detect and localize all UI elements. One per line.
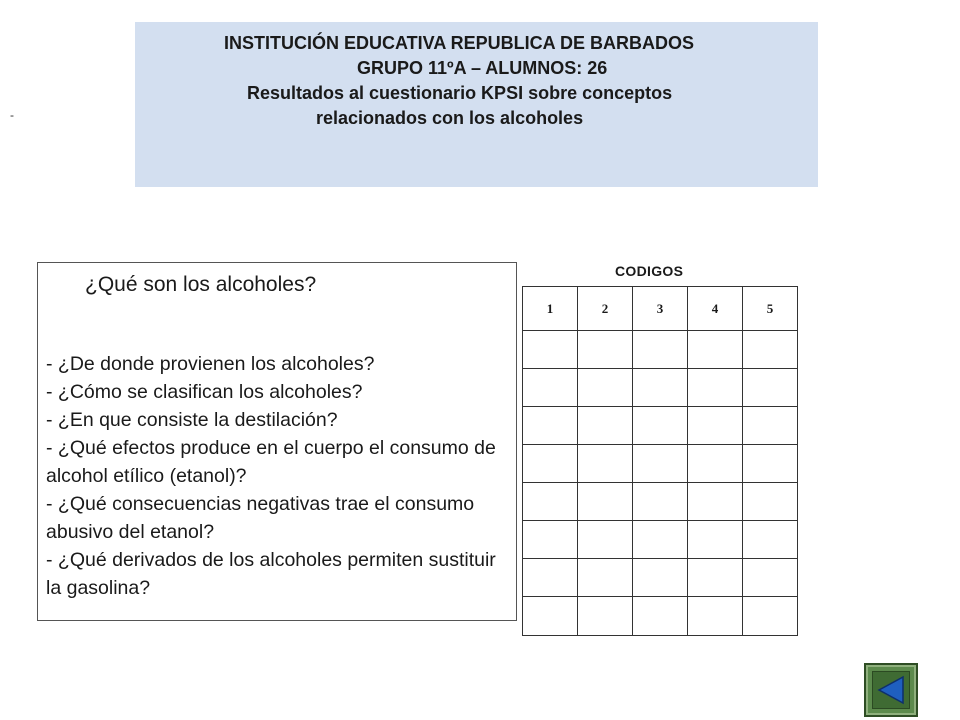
table-cell: [743, 407, 798, 445]
table-cell: [743, 521, 798, 559]
question-item: - ¿Qué consecuencias negativas trae el consumo abusivo del etanol?: [46, 493, 475, 543]
code-column-header: 1: [523, 287, 578, 331]
table-cell: [578, 559, 633, 597]
question-item: - ¿Cómo se clasifican los alcoholes?: [46, 381, 363, 403]
table-cell: [688, 483, 743, 521]
table-cell: [688, 559, 743, 597]
table-cell: [523, 521, 578, 559]
code-column-header: 3: [633, 287, 688, 331]
codes-header-row: [523, 287, 798, 331]
table-cell: [523, 597, 578, 636]
table-cell: [578, 407, 633, 445]
school-name: INSTITUCIÓN EDUCATIVA REPUBLICA DE BARBADOS: [224, 33, 695, 53]
table-cell: [523, 331, 578, 369]
table-cell: [743, 597, 798, 636]
code-column-header: 4: [688, 287, 743, 331]
table-row: [523, 369, 798, 407]
table-cell: [578, 331, 633, 369]
results-title: Resultados al cuestionario KPSI sobre conceptos: [247, 83, 673, 103]
question-list: [46, 350, 511, 602]
table-cell: [743, 559, 798, 597]
previous-slide-button[interactable]: [864, 663, 918, 717]
codes-title: CODIGOS: [615, 263, 684, 279]
table-cell: [688, 597, 743, 636]
table-cell: [633, 483, 688, 521]
triangle-left-icon: [873, 672, 909, 708]
table-row: [523, 597, 798, 636]
table-cell: [523, 407, 578, 445]
main-question: ¿Qué son los alcoholes?: [85, 273, 317, 296]
table-cell: [578, 483, 633, 521]
table-cell: [578, 521, 633, 559]
table-cell: [633, 597, 688, 636]
table-cell: [523, 559, 578, 597]
question-item: - ¿Qué efectos produce en el cuerpo el consumo de alcohol etílico (etanol)?: [46, 437, 496, 487]
table-cell: [688, 407, 743, 445]
table-cell: [633, 445, 688, 483]
table-cell: [633, 521, 688, 559]
header-banner: [135, 22, 818, 187]
table-cell: [633, 407, 688, 445]
table-cell: [578, 369, 633, 407]
question-item: - ¿Qué derivados de los alcoholes permiten sustituir la gasolina?: [46, 549, 496, 599]
table-row: [523, 521, 798, 559]
table-cell: [523, 483, 578, 521]
table-cell: [688, 521, 743, 559]
table-row: [523, 559, 798, 597]
table-cell: [743, 331, 798, 369]
table-cell: [633, 369, 688, 407]
table-cell: [688, 369, 743, 407]
table-row: [523, 331, 798, 369]
table-row: [523, 445, 798, 483]
code-column-header: 5: [743, 287, 798, 331]
questions-panel: [37, 262, 517, 621]
table-cell: [523, 445, 578, 483]
table-cell: [633, 331, 688, 369]
table-cell: [743, 445, 798, 483]
group-info: GRUPO 11ºA – ALUMNOS: 26: [357, 58, 608, 78]
table-row: [523, 407, 798, 445]
table-cell: [688, 445, 743, 483]
table-cell: [578, 597, 633, 636]
table-cell: [743, 369, 798, 407]
table-cell: [578, 445, 633, 483]
question-item: - ¿En que consiste la destilación?: [46, 409, 338, 431]
table-cell: [633, 559, 688, 597]
previous-slide-button-face[interactable]: [872, 671, 910, 709]
results-subtitle: relacionados con los alcoholes: [316, 108, 584, 128]
table-cell: [523, 369, 578, 407]
codes-table: [522, 286, 798, 636]
stray-mark: -: [10, 108, 14, 122]
question-item: - ¿De donde provienen los alcoholes?: [46, 353, 375, 375]
code-column-header: 2: [578, 287, 633, 331]
table-row: [523, 483, 798, 521]
table-cell: [743, 483, 798, 521]
table-cell: [688, 331, 743, 369]
